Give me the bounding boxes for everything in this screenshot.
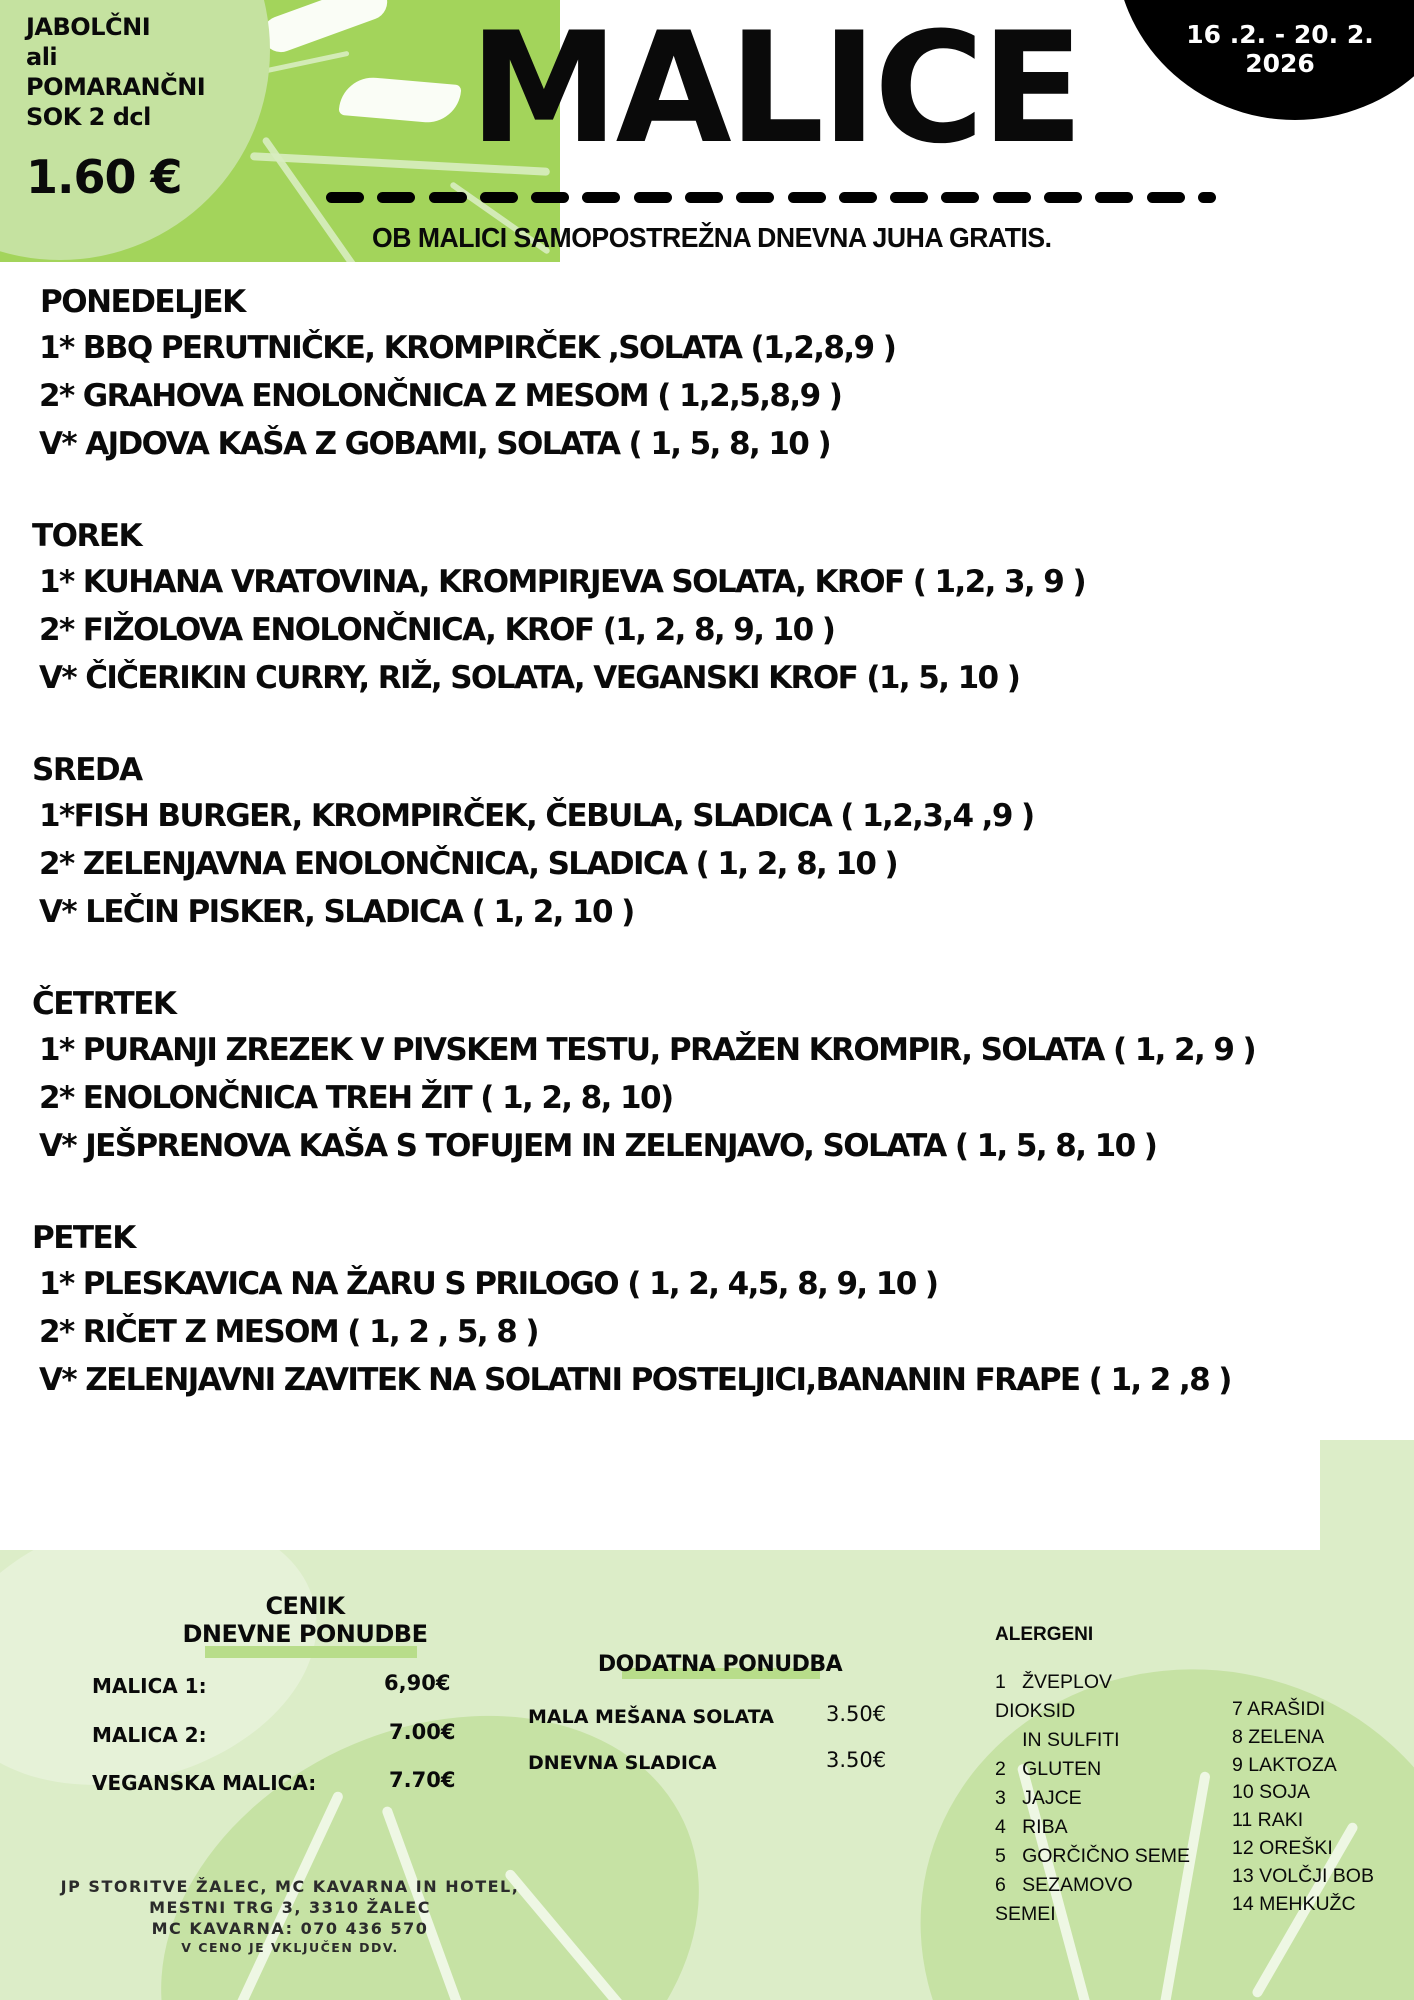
divider-dash	[685, 192, 723, 203]
divider-dash	[377, 192, 415, 203]
dashed-divider	[326, 192, 1216, 204]
divider-dash	[531, 192, 569, 203]
dish-item: 1* KUHANA VRATOVINA, KROMPIRJEVA SOLATA, KROF ( 1,2, 3, 9 )	[39, 564, 1086, 600]
dish-item: 2* ENOLONČNICA TREH ŽIT ( 1, 2, 8, 10)	[39, 1080, 673, 1116]
day-name: ČETRTEK	[32, 986, 176, 1022]
divider-dash	[1147, 192, 1185, 203]
allergen-item: 7 ARAŠIDI	[1232, 1698, 1326, 1720]
weekly-menu	[32, 280, 1392, 1450]
allergen-item: SEMEI	[995, 1903, 1056, 1925]
allergen-item: 8 ZELENA	[1232, 1725, 1325, 1748]
allergen-item: 13 VOLČJI BOB	[1232, 1864, 1374, 1887]
price-list-title-line2: DNEVNE PONUDBE	[182, 1620, 428, 1648]
footer-company: JP STORITVE ŽALEC, MC KAVARNA IN HOTEL,	[60, 1877, 520, 1896]
allergen-item: 10 SOJA	[1232, 1781, 1311, 1804]
allergen-item: IN SULFITI	[995, 1729, 1120, 1751]
price-label: MALICA 1:	[92, 1674, 207, 1698]
dish-item: 1* BBQ PERUTNIČKE, KROMPIRČEK ,SOLATA (1,2,8,9 )	[39, 330, 896, 366]
footer-phone: MC KAVARNA: 070 436 570	[151, 1919, 429, 1938]
dish-item: 1* PLESKAVICA NA ŽARU S PRILOGO ( 1, 2, 4,5, 8, 9, 10 )	[39, 1266, 938, 1302]
divider-dash	[582, 192, 620, 203]
divider-dash	[634, 192, 672, 203]
juice-offer-line: SOK 2 dcl	[26, 103, 151, 131]
day-thursday	[32, 982, 1392, 1170]
extra-offer-title: DODATNA PONUDBA	[597, 1652, 843, 1677]
price-list-title-line1: CENIK	[265, 1592, 345, 1620]
dish-item: 2* FIŽOLOVA ENOLONČNICA, KROF (1, 2, 8, 9, 10 )	[39, 612, 835, 648]
allergen-item: 6 SEZAMOVO	[995, 1874, 1133, 1896]
allergen-item: 3 JAJCE	[995, 1787, 1082, 1809]
juice-offer-line: JABOLČNI	[26, 13, 151, 41]
dish-item: 2* ZELENJAVNA ENOLONČNICA, SLADICA ( 1, 2, 8, 10 )	[39, 846, 898, 882]
allergen-item: 12 OREŠKI	[1232, 1836, 1333, 1859]
dish-item: V* ČIČERIKIN CURRY, RIŽ, SOLATA, VEGANSKI KROF (1, 5, 10 )	[39, 660, 1020, 696]
divider-dash	[788, 192, 826, 203]
price-label: MALICA 2:	[92, 1723, 207, 1747]
allergens-title: ALERGENI	[995, 1624, 1094, 1645]
allergen-item: DIOKSID	[995, 1700, 1076, 1722]
allergen-item: 9 LAKTOZA	[1232, 1753, 1337, 1776]
extra-price: 3.50€	[826, 1748, 887, 1772]
juice-offer-line: ali	[26, 43, 58, 71]
dish-item: 1* PURANJI ZREZEK V PIVSKEM TESTU, PRAŽEN KROMPIR, SOLATA ( 1, 2, 9 )	[39, 1032, 1256, 1068]
day-friday	[32, 1216, 1392, 1404]
day-name: PETEK	[32, 1220, 135, 1256]
day-tuesday	[32, 514, 1392, 702]
price-value: 7.00€	[389, 1720, 456, 1744]
day-name: SREDA	[32, 752, 142, 788]
dish-item: V* JEŠPRENOVA KAŠA S TOFUJEM IN ZELENJAVO, SOLATA ( 1, 5, 8, 10 )	[39, 1128, 1157, 1164]
divider-dash	[1198, 192, 1216, 203]
allergen-item: 4 RIBA	[995, 1816, 1068, 1838]
dish-item: 2* GRAHOVA ENOLONČNICA Z MESOM ( 1,2,5,8,9 )	[39, 378, 842, 414]
juice-offer	[26, 12, 256, 204]
divider-dash	[890, 192, 928, 203]
divider-dash	[480, 192, 518, 203]
leaf-vein	[260, 51, 349, 75]
extra-label: DNEVNA SLADICA	[528, 1752, 717, 1774]
extra-label: MALA MEŠANA SOLATA	[528, 1706, 774, 1728]
price-value: 6,90€	[384, 1671, 451, 1695]
dish-item: 2* RIČET Z MESOM ( 1, 2 , 5, 8 )	[39, 1314, 538, 1350]
allergens-column-1	[995, 1668, 1190, 1929]
soup-notice: OB MALICI SAMOPOSTREŽNA DNEVNA JUHA GRATIS.	[372, 222, 1052, 253]
price-list-title	[150, 1592, 460, 1648]
allergens-column-2	[1232, 1696, 1374, 1918]
divider-dash	[326, 192, 364, 203]
dish-item: V* LEČIN PISKER, SLADICA ( 1, 2, 10 )	[39, 894, 634, 930]
divider-dash	[429, 192, 467, 203]
juice-offer-line: POMARANČNI	[26, 73, 206, 101]
footer-address: MESTNI TRG 3, 3310 ŽALEC	[149, 1898, 431, 1917]
divider-dash	[839, 192, 877, 203]
leaf-vein	[258, 0, 392, 57]
allergen-item: 2 GLUTEN	[995, 1758, 1102, 1780]
price-label: VEGANSKA MALICA:	[92, 1771, 317, 1795]
leaf-decoration	[1320, 1440, 1414, 1560]
divider-dash	[941, 192, 979, 203]
divider-dash	[1095, 192, 1133, 203]
day-name: TOREK	[32, 518, 142, 554]
footer-vat-note: V CENO JE VKLJUČEN DDV.	[181, 1940, 399, 1955]
dish-item: V* ZELENJAVNI ZAVITEK NA SOLATNI POSTELJICI,BANANIN FRAPE ( 1, 2 ,8 )	[39, 1362, 1231, 1398]
divider-dash	[736, 192, 774, 203]
price-value: 7.70€	[389, 1768, 456, 1792]
day-monday	[32, 280, 1392, 468]
divider-dash	[993, 192, 1031, 203]
allergen-item: 1 ŽVEPLOV	[995, 1671, 1113, 1693]
dish-item: 1*FISH BURGER, KROMPIRČEK, ČEBULA, SLADICA ( 1,2,3,4 ,9 )	[39, 798, 1034, 834]
allergen-item: 5 GORČIČNO SEME	[995, 1845, 1191, 1867]
allergen-item: 14 MEHKUŽC	[1232, 1892, 1356, 1915]
allergen-item: 11 RAKI	[1232, 1809, 1304, 1832]
day-wednesday	[32, 748, 1392, 936]
page-title: MALICE	[469, 0, 1081, 178]
extra-price: 3.50€	[826, 1702, 887, 1726]
day-name: PONEDELJEK	[40, 284, 245, 320]
date-range: 16 .2. - 20. 2. 2026	[1186, 20, 1374, 78]
juice-offer-price: 1.60 €	[26, 150, 182, 204]
dish-item: V* AJDOVA KAŠA Z GOBAMI, SOLATA ( 1, 5, 8, 10 )	[39, 426, 831, 462]
footer-contact	[40, 1876, 540, 1957]
divider-dash	[1044, 192, 1082, 203]
